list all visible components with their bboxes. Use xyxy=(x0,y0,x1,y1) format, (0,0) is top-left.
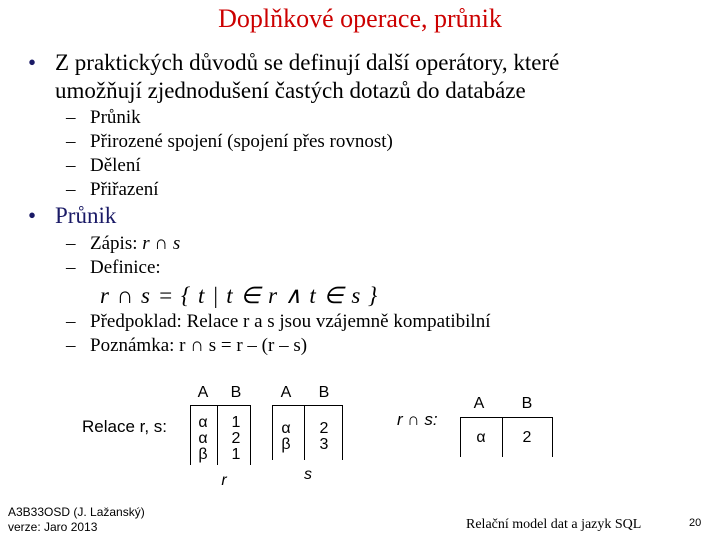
r-relation-name: r xyxy=(221,472,227,489)
s-cell: β xyxy=(281,436,291,453)
r-header-rule xyxy=(190,405,250,406)
dash-marker: – xyxy=(66,257,76,278)
zapis-label: Zápis: xyxy=(90,233,143,254)
dash-marker: – xyxy=(66,335,76,356)
r-cell: 2 xyxy=(231,430,241,447)
r-right-rule xyxy=(250,405,251,465)
result-header-a: A xyxy=(473,395,485,412)
slide-title: Doplňkové operace, průnik xyxy=(218,4,502,33)
r-cell: 1 xyxy=(231,414,241,431)
zapis-line xyxy=(90,233,180,255)
bullet-marker: • xyxy=(28,203,37,228)
s-left-rule xyxy=(272,405,273,460)
s-mid-rule xyxy=(304,405,305,460)
dash-marker: – xyxy=(66,107,76,128)
intersection-formula: r ∩ s = { t | t ∈ r ∧ t ∈ s } xyxy=(100,283,379,308)
r-mid-rule xyxy=(217,405,218,465)
r-header-b: B xyxy=(230,384,242,401)
s-right-rule xyxy=(342,405,343,460)
r-cell: α xyxy=(198,414,208,431)
result-right-rule xyxy=(552,417,553,457)
bullet2-heading: Průnik xyxy=(55,203,117,228)
s-header-rule xyxy=(272,405,342,406)
s-cell: 2 xyxy=(319,420,329,437)
relations-label: Relace r, s: xyxy=(82,417,168,436)
result-mid-rule xyxy=(502,417,503,457)
page-number: 20 xyxy=(689,517,702,529)
bullet-marker: • xyxy=(28,50,37,75)
subitem-deleni: Dělení xyxy=(90,155,141,176)
s-cell: 3 xyxy=(319,436,329,453)
r-left-rule xyxy=(190,405,191,465)
dash-marker: – xyxy=(66,233,76,254)
s-header-a: A xyxy=(280,384,292,401)
predpoklad-line: Předpoklad: Relace r a s jsou vzájemně kompatibilní xyxy=(90,311,491,332)
s-cell: α xyxy=(281,420,291,437)
dash-marker: – xyxy=(66,311,76,332)
dash-marker: – xyxy=(66,179,76,200)
definice-label: Definice: xyxy=(90,257,161,278)
dash-marker: – xyxy=(66,131,76,152)
s-relation-name: s xyxy=(304,466,312,483)
bullet1-line1: Z praktických důvodů se definují další operátory, které xyxy=(55,50,560,75)
result-left-rule xyxy=(460,417,461,457)
course-version: verze: Jaro 2013 xyxy=(8,520,98,534)
s-header-b: B xyxy=(318,384,330,401)
subitem-prirazeni: Přiřazení xyxy=(90,179,159,200)
result-cell: 2 xyxy=(522,429,532,446)
result-cell: α xyxy=(476,429,486,446)
bullet1-line2: umožňují zjednodušení častých dotazů do databáze xyxy=(55,78,526,103)
r-cell: 1 xyxy=(231,446,241,463)
zapis-expression: r ∩ s xyxy=(142,233,181,254)
subitem-prirozene-spojeni: Přirozené spojení (spojení přes rovnost) xyxy=(90,131,393,152)
poznamka-line: Poznámka: r ∩ s = r – (r – s) xyxy=(90,335,308,356)
r-cell: β xyxy=(198,446,208,463)
footer-topic: Relační model dat a jazyk SQL xyxy=(466,517,642,532)
r-cell: α xyxy=(198,430,208,447)
result-header-b: B xyxy=(521,395,533,412)
result-header-rule xyxy=(460,417,552,418)
footer-course xyxy=(8,505,145,535)
course-name: A3B33OSD (J. Lažanský) xyxy=(8,505,145,519)
result-label: r ∩ s: xyxy=(397,410,438,429)
subitem-prunik: Průnik xyxy=(90,107,141,128)
dash-marker: – xyxy=(66,155,76,176)
r-header-a: A xyxy=(197,384,209,401)
